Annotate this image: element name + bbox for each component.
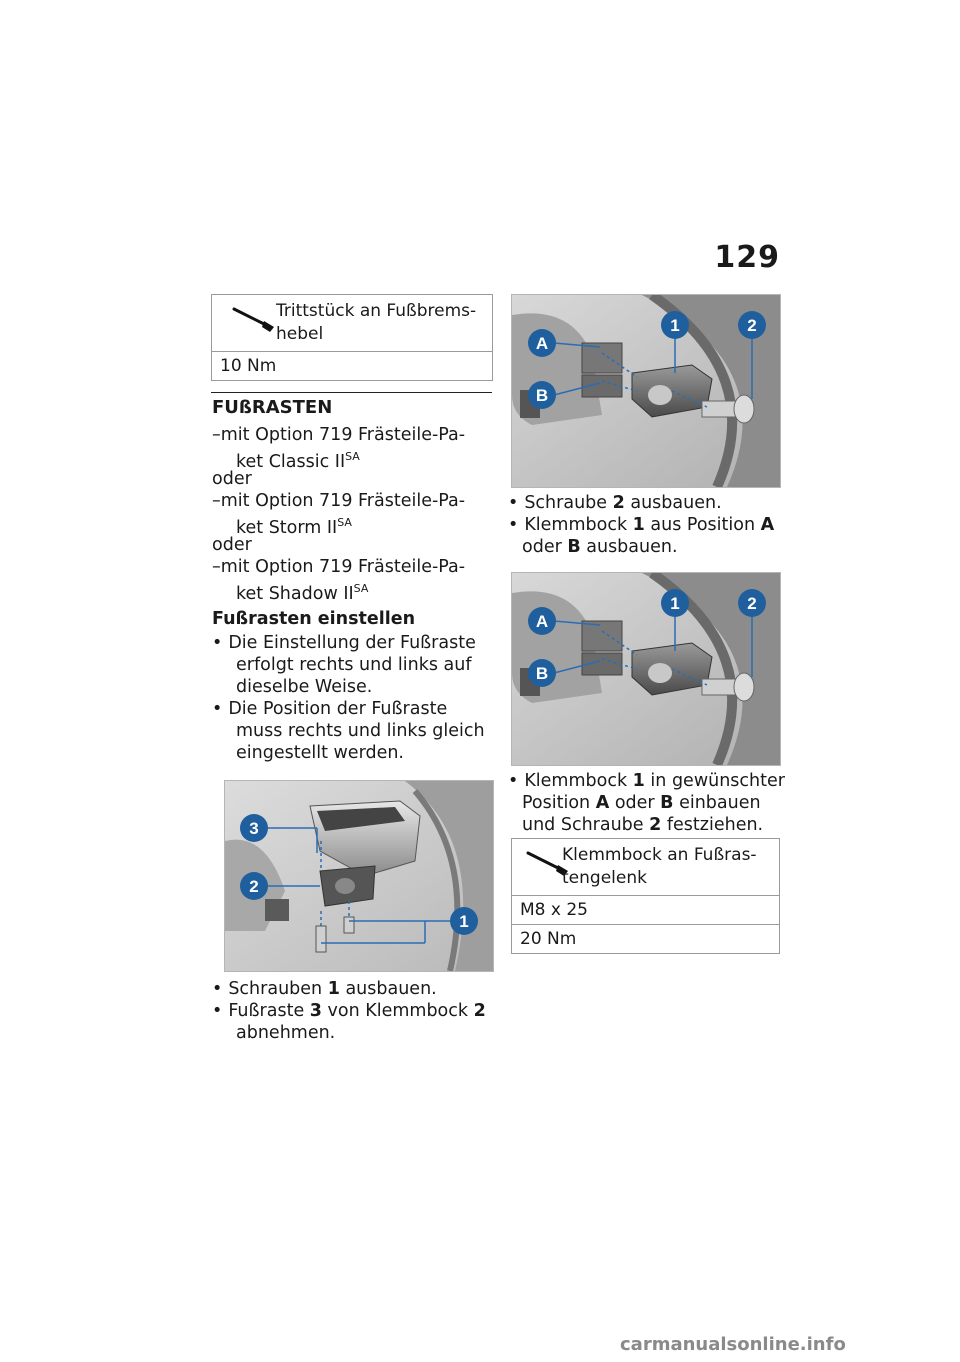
callout-1-label: 1 bbox=[670, 316, 680, 335]
torque-desc-1: Klemmbock an Fußras- bbox=[562, 845, 757, 865]
callout-1-label: 1 bbox=[670, 594, 680, 613]
wrench-icon bbox=[230, 305, 280, 333]
or-2: oder bbox=[212, 535, 252, 555]
step-install-clamp-l3: und Schraube 2 festziehen. bbox=[522, 815, 764, 835]
option-2-line1: –mit Option 719 Frästeile-Pa- bbox=[212, 491, 466, 511]
step-remove-screws: • Schrauben 1 ausbauen. bbox=[212, 979, 437, 999]
or-1: oder bbox=[212, 469, 252, 489]
note-1-l2: erfolgt rechts und links auf bbox=[236, 655, 472, 675]
clamp-figure-1 bbox=[511, 294, 781, 488]
note-2-l3: eingestellt werden. bbox=[236, 743, 404, 763]
callout-a-label: A bbox=[535, 334, 549, 353]
footrest-illustration bbox=[225, 781, 493, 971]
step-remove-footrest-l2: abnehmen. bbox=[236, 1023, 336, 1043]
watermark: carmanualsonline.info bbox=[620, 1334, 846, 1355]
callout-b-label: B bbox=[535, 664, 549, 683]
step-install-clamp-l2: Position A oder B einbauen bbox=[522, 793, 761, 813]
step-install-clamp: • Klemmbock 1 in gewünschter bbox=[508, 771, 785, 791]
section-rule bbox=[211, 392, 492, 393]
clamp-illustration-2 bbox=[512, 573, 780, 765]
torque-value: 20 Nm bbox=[512, 924, 779, 953]
step-remove-clamp-l2: oder B ausbauen. bbox=[522, 537, 678, 557]
callout-2-label: 2 bbox=[747, 594, 757, 613]
clamp-figure-2 bbox=[511, 572, 781, 766]
option-3-line2: ket Shadow $II^{SA}$ bbox=[236, 582, 369, 604]
callout-3-label: 3 bbox=[249, 819, 259, 838]
note-1-l3: dieselbe Weise. bbox=[236, 677, 373, 697]
callout-b-label: B bbox=[535, 386, 549, 405]
torque-value: 10 Nm bbox=[212, 351, 492, 380]
torque-table-foot-brake bbox=[211, 294, 493, 381]
option-1-line2: ket Classic $II^{SA}$ bbox=[236, 450, 360, 472]
footrest-figure bbox=[224, 780, 494, 972]
option-1-line1: –mit Option 719 Frästeile-Pa- bbox=[212, 425, 466, 445]
torque-desc-1: Trittstück an Fußbrems- bbox=[276, 301, 477, 321]
callout-a-label: A bbox=[535, 612, 549, 631]
clamp-illustration-1 bbox=[512, 295, 780, 487]
torque-thread: M8 x 25 bbox=[512, 895, 779, 924]
page-number: 129 bbox=[714, 240, 780, 275]
callout-2-label: 2 bbox=[249, 877, 259, 896]
note-1: • Die Einstellung der Fußraste bbox=[212, 633, 476, 653]
step-remove-clamp: • Klemmbock 1 aus Position A bbox=[508, 515, 775, 535]
torque-table-clamp bbox=[511, 838, 780, 954]
note-2: • Die Position der Fußraste bbox=[212, 699, 448, 719]
note-2-l2: muss rechts und links gleich bbox=[236, 721, 485, 741]
step-remove-footrest: • Fußraste 3 von Klemmbock 2 bbox=[212, 1001, 486, 1021]
section-title: FUßRASTEN bbox=[212, 397, 333, 418]
torque-desc-2: hebel bbox=[276, 324, 324, 344]
subsection-title: Fußrasten einstellen bbox=[212, 609, 416, 629]
callout-2-label: 2 bbox=[747, 316, 757, 335]
option-2-line2: ket Storm $II^{SA}$ bbox=[236, 516, 352, 538]
step-remove-screw: • Schraube 2 ausbauen. bbox=[508, 493, 722, 513]
callout-1-label: 1 bbox=[459, 912, 469, 931]
option-3-line1: –mit Option 719 Frästeile-Pa- bbox=[212, 557, 466, 577]
torque-desc-2: tengelenk bbox=[562, 868, 647, 888]
